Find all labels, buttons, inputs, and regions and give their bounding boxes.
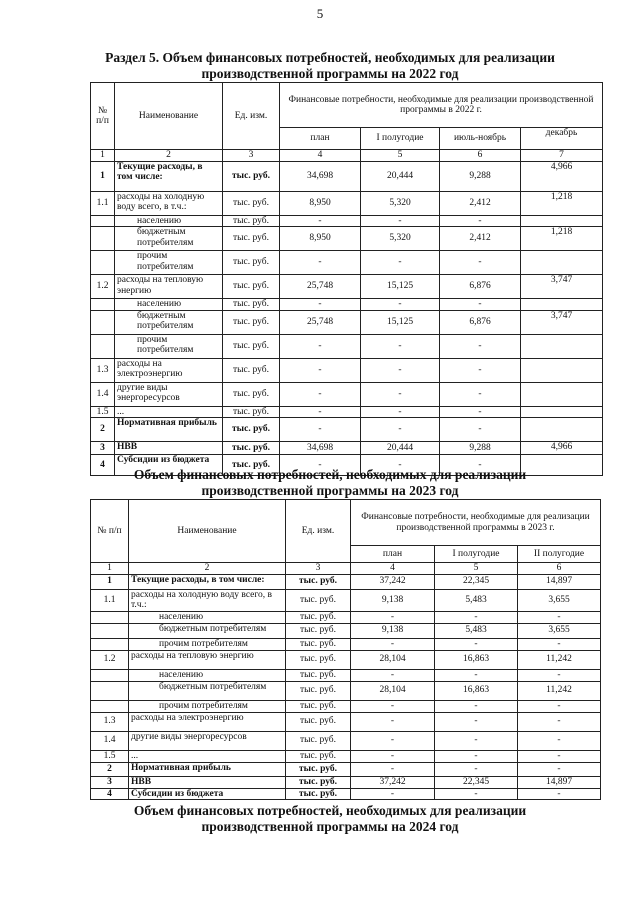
row-value — [521, 406, 603, 418]
row-name: расходы на тепловую энергию — [115, 275, 223, 299]
table-row — [91, 251, 603, 275]
row-value: - — [440, 299, 521, 311]
row-name: расходы на холодную воду всего, в т.ч.: — [129, 589, 286, 611]
row-number — [91, 227, 115, 251]
row-value: - — [280, 382, 361, 406]
row-value: 3,655 — [518, 589, 601, 611]
row-value: - — [351, 731, 435, 750]
row-name: расходы на холодную воду всего, в т.ч.: — [115, 191, 223, 215]
table-row — [91, 161, 603, 191]
row-number — [91, 623, 129, 638]
header-name: Наименование — [129, 500, 286, 563]
row-number: 1.3 — [91, 712, 129, 731]
row-value: - — [351, 611, 435, 623]
table-row — [91, 589, 601, 611]
row-number: 1.2 — [91, 650, 129, 669]
header-plan: план — [351, 546, 435, 563]
row-value: - — [361, 418, 440, 442]
row-value — [521, 418, 603, 442]
table-row — [91, 227, 603, 251]
row-unit: тыс. руб. — [286, 623, 351, 638]
row-value: - — [518, 611, 601, 623]
row-name: населению — [115, 299, 223, 311]
row-value: 6,876 — [440, 275, 521, 299]
column-index-cell: 3 — [223, 150, 280, 162]
table-row — [91, 299, 603, 311]
row-value: 8,950 — [280, 227, 361, 251]
row-value — [521, 299, 603, 311]
row-value: 5,320 — [361, 191, 440, 215]
row-value: - — [361, 215, 440, 227]
table-2022-body — [91, 150, 603, 476]
row-value: 15,125 — [361, 310, 440, 334]
row-number: 1.5 — [91, 750, 129, 762]
row-number: 1.4 — [91, 382, 115, 406]
page-number: 5 — [316, 6, 324, 21]
row-name: другие виды энергоресурсов — [115, 382, 223, 406]
row-name: бюджетным потребителям — [129, 623, 286, 638]
row-value: 11,242 — [518, 681, 601, 700]
table-row — [91, 700, 601, 712]
row-value: - — [435, 788, 518, 800]
row-number: 2 — [91, 762, 129, 776]
row-unit: тыс. руб. — [286, 700, 351, 712]
row-name: Текущие расходы, в том числе: — [129, 574, 286, 589]
row-number: 3 — [91, 442, 115, 455]
row-name: прочим потребителям — [129, 638, 286, 650]
row-unit: тыс. руб. — [223, 455, 280, 476]
row-value: 5,320 — [361, 227, 440, 251]
table-row — [91, 275, 603, 299]
row-value: - — [280, 251, 361, 275]
row-value: - — [440, 334, 521, 358]
row-number — [91, 700, 129, 712]
row-value: - — [435, 731, 518, 750]
row-value: - — [361, 334, 440, 358]
table-row — [91, 310, 603, 334]
row-unit: тыс. руб. — [286, 681, 351, 700]
table-row — [91, 788, 601, 800]
row-value — [521, 382, 603, 406]
row-value: - — [361, 406, 440, 418]
row-unit: тыс. руб. — [286, 638, 351, 650]
row-value: 25,748 — [280, 310, 361, 334]
row-value: - — [440, 382, 521, 406]
row-value: - — [351, 750, 435, 762]
row-name: прочим потребителям — [115, 334, 223, 358]
row-number — [91, 611, 129, 623]
row-value: 2,412 — [440, 227, 521, 251]
table-row — [91, 650, 601, 669]
row-name: ... — [115, 406, 223, 418]
row-number: 1.1 — [91, 589, 129, 611]
section3-title-line2: производственной программы на 2024 год — [201, 819, 459, 834]
row-value: - — [351, 669, 435, 681]
table-row — [91, 611, 601, 623]
row-number — [91, 310, 115, 334]
table-row — [91, 418, 603, 442]
table-row — [91, 191, 603, 215]
header-h1: I полугодие — [361, 128, 440, 150]
row-unit: тыс. руб. — [223, 161, 280, 191]
table-row — [91, 638, 601, 650]
row-value: 1,218 — [521, 191, 603, 215]
table-row — [91, 669, 601, 681]
table-row — [91, 574, 601, 589]
column-index-cell: 7 — [521, 150, 603, 162]
row-number: 4 — [91, 788, 129, 800]
row-value: - — [440, 251, 521, 275]
table-row — [91, 762, 601, 776]
column-index-cell: 2 — [115, 150, 223, 162]
row-unit: тыс. руб. — [286, 712, 351, 731]
column-index-cell: 2 — [129, 563, 286, 575]
row-number: 2 — [91, 418, 115, 442]
row-value: - — [435, 669, 518, 681]
row-name: бюджетным потребителям — [115, 227, 223, 251]
row-value: - — [518, 712, 601, 731]
row-unit: тыс. руб. — [286, 776, 351, 788]
row-value: - — [361, 382, 440, 406]
row-value: - — [351, 638, 435, 650]
table-2023 — [90, 499, 601, 800]
header-num: № п/п — [91, 83, 115, 150]
section1-title-line1: Раздел 5. Объем финансовых потребностей, необходимых для реализации — [105, 50, 555, 65]
row-value: - — [280, 299, 361, 311]
row-unit: тыс. руб. — [223, 334, 280, 358]
row-value: 5,483 — [435, 623, 518, 638]
section3-title — [60, 803, 600, 835]
row-value: - — [435, 750, 518, 762]
row-unit: тыс. руб. — [223, 191, 280, 215]
table-2023-body — [91, 563, 601, 800]
row-value: 3,655 — [518, 623, 601, 638]
row-number — [91, 299, 115, 311]
row-name: бюджетным потребителям — [129, 681, 286, 700]
row-value: - — [435, 712, 518, 731]
row-name: расходы на электроэнергию — [115, 358, 223, 382]
row-value: 9,288 — [440, 161, 521, 191]
row-value: - — [435, 762, 518, 776]
row-number: 1.3 — [91, 358, 115, 382]
row-value: - — [280, 455, 361, 476]
row-value: - — [361, 455, 440, 476]
row-value: - — [518, 731, 601, 750]
row-unit: тыс. руб. — [286, 650, 351, 669]
row-number — [91, 669, 129, 681]
row-value: - — [518, 669, 601, 681]
header-unit: Ед. изм. — [223, 83, 280, 150]
table-row — [91, 406, 603, 418]
header-num: № п/п — [91, 500, 129, 563]
row-name: другие виды энергоресурсов — [129, 731, 286, 750]
row-unit: тыс. руб. — [223, 227, 280, 251]
row-value: - — [351, 712, 435, 731]
row-value: 16,863 — [435, 681, 518, 700]
row-value: - — [361, 358, 440, 382]
row-value: 4,966 — [521, 161, 603, 191]
row-value: - — [518, 750, 601, 762]
column-index-cell: 4 — [351, 563, 435, 575]
section3-title-line1: Объем финансовых потребностей, необходимых для реализации — [133, 803, 527, 818]
row-unit: тыс. руб. — [286, 731, 351, 750]
row-number: 1.2 — [91, 275, 115, 299]
column-index-cell: 6 — [440, 150, 521, 162]
row-name: прочим потребителям — [129, 700, 286, 712]
row-name: населению — [129, 669, 286, 681]
row-unit: тыс. руб. — [223, 275, 280, 299]
row-value — [521, 358, 603, 382]
row-unit: тыс. руб. — [223, 418, 280, 442]
row-unit: тыс. руб. — [223, 299, 280, 311]
section2-title — [60, 467, 600, 499]
row-value: - — [518, 788, 601, 800]
row-number — [91, 638, 129, 650]
header-dec: декабрь — [521, 128, 603, 150]
row-value: 22,345 — [435, 776, 518, 788]
row-value: - — [280, 358, 361, 382]
row-number: 1 — [91, 574, 129, 589]
row-unit: тыс. руб. — [223, 310, 280, 334]
row-value: - — [280, 215, 361, 227]
column-index-cell: 1 — [91, 150, 115, 162]
header-group: Финансовые потребности, необходимые для реализации производственной программы в 2023 г. — [351, 500, 601, 546]
row-value: - — [351, 762, 435, 776]
header-h2: II полугодие — [518, 546, 601, 563]
row-unit: тыс. руб. — [223, 382, 280, 406]
row-value: 37,242 — [351, 574, 435, 589]
column-index-cell: 6 — [518, 563, 601, 575]
row-number — [91, 334, 115, 358]
row-value: 8,950 — [280, 191, 361, 215]
row-number: 1 — [91, 161, 115, 191]
row-value: - — [351, 788, 435, 800]
row-value: 37,242 — [351, 776, 435, 788]
section2-title-line2: производственной программы на 2023 год — [201, 483, 459, 498]
row-value: 3,747 — [521, 310, 603, 334]
row-name: расходы на электроэнергию — [129, 712, 286, 731]
row-value: - — [280, 406, 361, 418]
header-name: Наименование — [115, 83, 223, 150]
row-name: расходы на тепловую энергию — [129, 650, 286, 669]
row-number: 4 — [91, 455, 115, 476]
row-value: 15,125 — [361, 275, 440, 299]
column-index-cell: 3 — [286, 563, 351, 575]
row-unit: тыс. руб. — [286, 669, 351, 681]
row-name: НВВ — [129, 776, 286, 788]
row-value: - — [440, 455, 521, 476]
row-value: - — [435, 611, 518, 623]
table-row — [91, 442, 603, 455]
row-number — [91, 215, 115, 227]
section1-title-line2: производственной программы на 2022 год — [201, 66, 459, 81]
table-row — [91, 731, 601, 750]
row-unit: тыс. руб. — [286, 574, 351, 589]
row-unit: тыс. руб. — [286, 589, 351, 611]
row-unit: тыс. руб. — [286, 788, 351, 800]
header-h1: I полугодие — [435, 546, 518, 563]
row-unit: тыс. руб. — [223, 215, 280, 227]
row-value: - — [518, 762, 601, 776]
row-number — [91, 251, 115, 275]
row-name: прочим потребителям — [115, 251, 223, 275]
table-row — [91, 382, 603, 406]
section2-title-line1: Объем финансовых потребностей, необходимых для реализации — [133, 467, 527, 482]
table-row — [91, 750, 601, 762]
row-name: Субсидии из бюджета — [115, 455, 223, 476]
row-value: 14,897 — [518, 776, 601, 788]
header-julnov: июль-ноябрь — [440, 128, 521, 150]
row-value: 1,218 — [521, 227, 603, 251]
row-value: 11,242 — [518, 650, 601, 669]
column-index-cell: 1 — [91, 563, 129, 575]
table-2022 — [90, 82, 603, 476]
row-number: 1.4 — [91, 731, 129, 750]
row-value: 20,444 — [361, 161, 440, 191]
row-value: 28,104 — [351, 650, 435, 669]
row-name: населению — [129, 611, 286, 623]
row-unit: тыс. руб. — [223, 358, 280, 382]
row-value: - — [361, 299, 440, 311]
table-row — [91, 358, 603, 382]
row-value: 22,345 — [435, 574, 518, 589]
row-unit: тыс. руб. — [286, 762, 351, 776]
table-row — [91, 776, 601, 788]
row-unit: тыс. руб. — [223, 406, 280, 418]
row-name: бюджетным потребителям — [115, 310, 223, 334]
row-value: - — [518, 700, 601, 712]
header-group: Финансовые потребности, необходимые для реализации производственной программы в 2022 г. — [280, 83, 603, 128]
row-value: 3,747 — [521, 275, 603, 299]
row-name: Текущие расходы, в том числе: — [115, 161, 223, 191]
row-value: 6,876 — [440, 310, 521, 334]
table-row — [91, 334, 603, 358]
row-value: - — [280, 334, 361, 358]
row-value — [521, 251, 603, 275]
row-number: 1.1 — [91, 191, 115, 215]
row-value: - — [518, 638, 601, 650]
row-number: 1.5 — [91, 406, 115, 418]
row-value: - — [361, 251, 440, 275]
table-row — [91, 712, 601, 731]
row-value: 9,138 — [351, 623, 435, 638]
row-name: Нормативная прибыль — [115, 418, 223, 442]
row-value: - — [280, 418, 361, 442]
row-value: - — [351, 700, 435, 712]
row-value: - — [440, 358, 521, 382]
row-value: 34,698 — [280, 161, 361, 191]
row-name: Субсидии из бюджета — [129, 788, 286, 800]
row-value: - — [435, 700, 518, 712]
row-value: 34,698 — [280, 442, 361, 455]
row-value: 9,138 — [351, 589, 435, 611]
column-index-cell: 4 — [280, 150, 361, 162]
row-value: 16,863 — [435, 650, 518, 669]
table-row — [91, 623, 601, 638]
row-unit: тыс. руб. — [223, 442, 280, 455]
row-unit: тыс. руб. — [223, 251, 280, 275]
row-unit: тыс. руб. — [286, 611, 351, 623]
row-value: - — [440, 418, 521, 442]
row-value: 14,897 — [518, 574, 601, 589]
row-number — [91, 681, 129, 700]
row-name: Нормативная прибыль — [129, 762, 286, 776]
column-index-cell: 5 — [435, 563, 518, 575]
header-unit: Ед. изм. — [286, 500, 351, 563]
row-value: 5,483 — [435, 589, 518, 611]
column-index-cell: 5 — [361, 150, 440, 162]
row-number: 3 — [91, 776, 129, 788]
row-value: 4,966 — [521, 442, 603, 455]
row-value: 20,444 — [361, 442, 440, 455]
row-name: населению — [115, 215, 223, 227]
row-value: 25,748 — [280, 275, 361, 299]
table-row — [91, 215, 603, 227]
row-name: НВВ — [115, 442, 223, 455]
row-value — [521, 334, 603, 358]
row-value: - — [440, 215, 521, 227]
table-row — [91, 681, 601, 700]
section1-title — [60, 50, 600, 82]
row-value: 2,412 — [440, 191, 521, 215]
row-unit: тыс. руб. — [286, 750, 351, 762]
row-name: ... — [129, 750, 286, 762]
row-value — [521, 215, 603, 227]
header-plan: план — [280, 128, 361, 150]
row-value: 28,104 — [351, 681, 435, 700]
row-value: - — [440, 406, 521, 418]
row-value: 9,288 — [440, 442, 521, 455]
row-value: - — [435, 638, 518, 650]
